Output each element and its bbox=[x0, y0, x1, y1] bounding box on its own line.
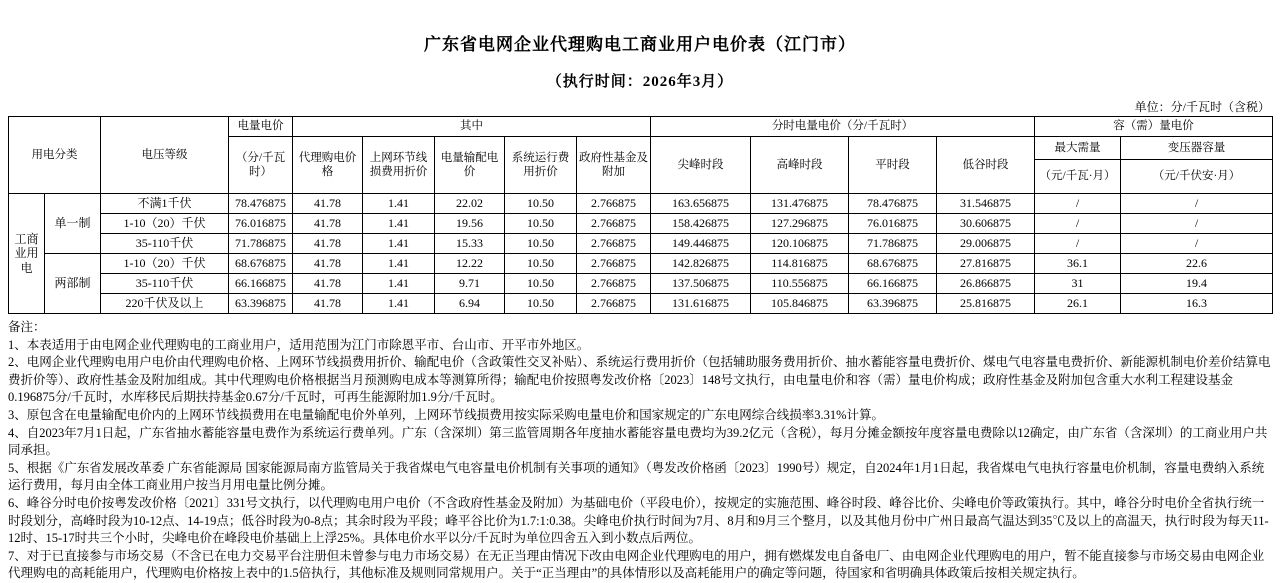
price-cell: 41.78 bbox=[293, 294, 363, 314]
voltage-level-cell: 35-110千伏 bbox=[101, 274, 229, 294]
price-cell: 27.816875 bbox=[937, 254, 1035, 274]
header-government-funds: 政府性基金及附加 bbox=[577, 137, 651, 194]
price-cell: 2.766875 bbox=[577, 294, 651, 314]
price-cell: 71.786875 bbox=[229, 234, 293, 254]
price-cell: 36.1 bbox=[1035, 254, 1121, 274]
price-cell: 131.616875 bbox=[651, 294, 751, 314]
price-cell: 1.41 bbox=[363, 214, 435, 234]
header-valley-period: 低谷时段 bbox=[937, 137, 1035, 194]
price-cell: / bbox=[1121, 234, 1273, 254]
execution-period-subtitle: （执行时间：2026年3月） bbox=[546, 74, 734, 90]
note-item-7: 7、对于已直接参与市场交易（不含已在电力交易平台注册但未曾参与电力市场交易）在无正当理由情况下改由电网企业代理购电的用户，拥有燃煤发电自备电厂、由电网企业代理购电的用户，暂不能直接参与市场交易由电网企业代理购电的高耗能用户，代理购电价格按上表中的1.5倍执行，其他标准及规则同常规用户。关于“正当理由”的具体情形以及高耗能用户的确定等问题，待国家和省明确具体政策后按相关规定执行。 bbox=[8, 548, 1265, 581]
price-cell: 163.656875 bbox=[651, 194, 751, 214]
price-cell: 78.476875 bbox=[849, 194, 937, 214]
header-flat-period: 平时段 bbox=[849, 137, 937, 194]
voltage-level-cell: 35-110千伏 bbox=[101, 234, 229, 254]
table-row bbox=[9, 194, 1273, 214]
price-cell: 12.22 bbox=[435, 254, 505, 274]
price-cell: 71.786875 bbox=[849, 234, 937, 254]
voltage-level-cell: 不满1千伏 bbox=[101, 194, 229, 214]
price-cell: 2.766875 bbox=[577, 254, 651, 274]
price-cell: 22.02 bbox=[435, 194, 505, 214]
electricity-price-table bbox=[8, 116, 1273, 314]
table-row bbox=[9, 294, 1273, 314]
price-cell: / bbox=[1121, 214, 1273, 234]
price-cell: 2.766875 bbox=[577, 194, 651, 214]
price-cell: 114.816875 bbox=[751, 254, 849, 274]
header-capacity-group: 容（需）量电价 bbox=[1035, 117, 1273, 137]
price-cell: 41.78 bbox=[293, 254, 363, 274]
price-cell: 15.33 bbox=[435, 234, 505, 254]
table-row bbox=[9, 254, 1273, 274]
price-cell: / bbox=[1035, 214, 1121, 234]
price-cell: 2.766875 bbox=[577, 274, 651, 294]
price-cell: 2.766875 bbox=[577, 214, 651, 234]
header-grid-line-loss: 上网环节线损费用折价 bbox=[363, 137, 435, 194]
header-max-demand: 最大需量 bbox=[1035, 137, 1121, 160]
note-item-1: 1、本表适用于由电网企业代理购电的工商业用户，适用范围为江门市除恩平市、台山市、开平市外地区。 bbox=[8, 337, 590, 352]
header-sharp-peak-period: 尖峰时段 bbox=[651, 137, 751, 194]
notes-section bbox=[8, 319, 1272, 583]
page-title: 广东省电网企业代理购电工商业用户电价表（江门市） bbox=[424, 35, 856, 54]
price-cell: 10.50 bbox=[505, 194, 577, 214]
header-peak-period: 高峰时段 bbox=[751, 137, 849, 194]
price-cell: 63.396875 bbox=[229, 294, 293, 314]
header-of-which: 其中 bbox=[293, 117, 651, 137]
price-cell: 137.506875 bbox=[651, 274, 751, 294]
usage-category-cell: 工商业用电 bbox=[9, 194, 45, 314]
table-row bbox=[9, 274, 1273, 294]
price-cell: 2.766875 bbox=[577, 234, 651, 254]
price-cell: 31.546875 bbox=[937, 194, 1035, 214]
table-row bbox=[9, 214, 1273, 234]
note-item-4: 4、自2023年7月1日起，广东省抽水蓄能容量电费作为系统运行费单列。广东（含深圳）第三监管周期各年度抽水蓄能容量电费均为39.2亿元（含税），每月分摊金额按年度容量电费除以12确定，由广东省（含深圳）的工商业用户共同承担。 bbox=[8, 425, 1268, 458]
voltage-level-cell: 1-10（20）千伏 bbox=[101, 254, 229, 274]
price-cell: 110.556875 bbox=[751, 274, 849, 294]
voltage-level-cell: 220千伏及以上 bbox=[101, 294, 229, 314]
header-agency-purchase-price: 代理购电价格 bbox=[293, 137, 363, 194]
price-cell: 22.6 bbox=[1121, 254, 1273, 274]
price-cell: 26.866875 bbox=[937, 274, 1035, 294]
price-cell: 41.78 bbox=[293, 234, 363, 254]
price-cell: / bbox=[1121, 194, 1273, 214]
price-cell: 1.41 bbox=[363, 274, 435, 294]
price-cell: 41.78 bbox=[293, 194, 363, 214]
price-cell: 10.50 bbox=[505, 214, 577, 234]
table-row bbox=[9, 234, 1273, 254]
header-voltage-level: 电压等级 bbox=[101, 117, 229, 194]
price-cell: 41.78 bbox=[293, 214, 363, 234]
price-cell: 10.50 bbox=[505, 274, 577, 294]
price-cell: 19.56 bbox=[435, 214, 505, 234]
header-transformer-capacity: 变压器容量 bbox=[1121, 137, 1273, 160]
price-cell: 158.426875 bbox=[651, 214, 751, 234]
price-cell: / bbox=[1035, 194, 1121, 214]
price-cell: 131.476875 bbox=[751, 194, 849, 214]
header-system-operation-fee: 系统运行费用折价 bbox=[505, 137, 577, 194]
header-tou-group: 分时电量电价（分/千瓦时） bbox=[651, 117, 1035, 137]
price-cell: 6.94 bbox=[435, 294, 505, 314]
price-cell: 1.41 bbox=[363, 194, 435, 214]
price-cell: 68.676875 bbox=[849, 254, 937, 274]
note-item-6: 6、峰谷分时电价按粤发改价格〔2021〕331号文执行，以代理购电用户电价（不含政府性基金及附加）为基础电价（平段电价），按规定的实施范围、峰谷时段、峰谷比价、尖峰电价等政策执行。其中，峰谷分时电价全省执行统一时段划分，高峰时段为10-12点、14-19点；低谷时段为0-8点；其余时段为平段；峰平谷比价为1.7:1:0.38。尖峰电价执行时间为7月、8月和9月三个整月，以及其他月份中广州日最高气温达到35℃及以上的高温天，执行时段为每天11-12时、15-17时共三个小时，尖峰电价在峰段电价基础上上浮25%。具体电价水平以分/千瓦时为单位四舍五入到小数点后两位。 bbox=[8, 495, 1269, 546]
note-item-2: 2、电网企业代理购电用户电价由代理购电价格、上网环节线损费用折价、输配电价（含政策性交叉补贴）、系统运行费用折价（包括辅助服务费用折价、抽水蓄能容量电费折价、煤电气电容量电费折价、新能源机制电价差价结算电费折价等）、政府性基金及附加组成。其中代理购电价格根据当月预测购电成本等测算所得；输配电价按照粤发改价格〔2023〕148号文执行，由电量电价和容（需）量电价构成；政府性基金及附加包含重大水利工程建设基金0.196875分/千瓦时，水库移民后期扶持基金0.67分/千瓦时，可再生能源附加1.9分/千瓦时。 bbox=[8, 355, 1271, 405]
price-cell: 16.3 bbox=[1121, 294, 1273, 314]
price-cell: 66.166875 bbox=[849, 274, 937, 294]
price-cell: 66.166875 bbox=[229, 274, 293, 294]
price-cell: 1.41 bbox=[363, 254, 435, 274]
notes-label: 备注： bbox=[8, 320, 46, 334]
price-cell: / bbox=[1035, 234, 1121, 254]
header-energy-price: 电量电价 bbox=[229, 117, 293, 137]
price-cell: 25.816875 bbox=[937, 294, 1035, 314]
price-cell: 1.41 bbox=[363, 234, 435, 254]
price-cell: 127.296875 bbox=[751, 214, 849, 234]
price-cell: 31 bbox=[1035, 274, 1121, 294]
header-usage-category: 用电分类 bbox=[9, 117, 101, 194]
header-transformer-capacity-unit: （元/千伏安·月） bbox=[1121, 160, 1273, 194]
price-cell: 9.71 bbox=[435, 274, 505, 294]
price-cell: 149.446875 bbox=[651, 234, 751, 254]
price-cell: 142.826875 bbox=[651, 254, 751, 274]
header-max-demand-unit: （元/千瓦·月） bbox=[1035, 160, 1121, 194]
price-cell: 68.676875 bbox=[229, 254, 293, 274]
price-cell: 10.50 bbox=[505, 254, 577, 274]
note-item-5: 5、根据《广东省发展改革委 广东省能源局 国家能源局南方监管局关于我省煤电气电容量电价机制有关事项的通知》（粤发改价格函〔2023〕1990号）规定，自2024年1月1日起，我省煤电气电执行容量电价机制，容量电费纳入系统运行费用，每月由全体工商业用户按当月用电量比例分摊。 bbox=[8, 460, 1265, 493]
price-cell: 105.846875 bbox=[751, 294, 849, 314]
price-cell: 41.78 bbox=[293, 274, 363, 294]
price-cell: 78.476875 bbox=[229, 194, 293, 214]
price-cell: 29.006875 bbox=[937, 234, 1035, 254]
voltage-level-cell: 1-10（20）千伏 bbox=[101, 214, 229, 234]
price-cell: 19.4 bbox=[1121, 274, 1273, 294]
price-cell: 30.606875 bbox=[937, 214, 1035, 234]
header-transmission-distribution-price: 电量输配电价 bbox=[435, 137, 505, 194]
note-item-3: 3、原包含在电量输配电价内的上网环节线损费用在电量输配电价外单列，上网环节线损费用按实际采购电量电价和国家规定的广东电网综合线损率3.31%计算。 bbox=[8, 407, 885, 422]
unit-note: 单位：分/千瓦时（含税） bbox=[1134, 100, 1270, 114]
header-energy-price-unit: （分/千瓦时） bbox=[229, 137, 293, 194]
price-cell: 26.1 bbox=[1035, 294, 1121, 314]
price-cell: 76.016875 bbox=[229, 214, 293, 234]
price-cell: 76.016875 bbox=[849, 214, 937, 234]
price-cell: 10.50 bbox=[505, 294, 577, 314]
system-type-cell-two-part: 两部制 bbox=[45, 254, 101, 314]
price-cell: 63.396875 bbox=[849, 294, 937, 314]
price-cell: 1.41 bbox=[363, 294, 435, 314]
system-type-cell-single: 单一制 bbox=[45, 194, 101, 254]
price-cell: 10.50 bbox=[505, 234, 577, 254]
price-cell: 120.106875 bbox=[751, 234, 849, 254]
